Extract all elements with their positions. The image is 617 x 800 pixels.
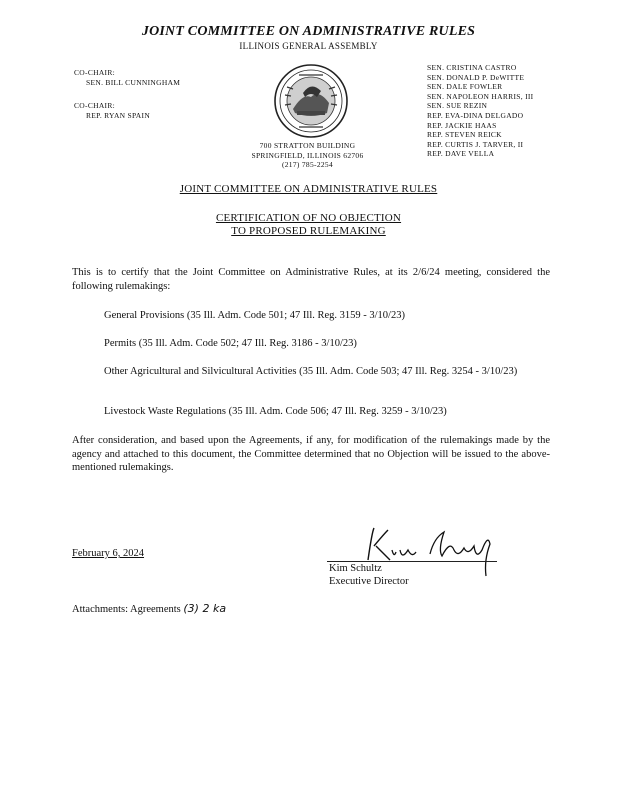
phone-number: (217) 785-2254: [281, 160, 334, 169]
intro-paragraph: This is to certify that the Joint Committee on Administrative Rules, at its 2/6/24 meeting, considered the following rulemakings:: [72, 267, 550, 292]
member-name: SEN. DONALD P. DeWITTE: [427, 72, 525, 82]
member-name: REP. STEVEN REICK: [427, 130, 502, 140]
rulemaking-item: General Provisions (35 Ill. Adm. Code 501; 47 Ill. Reg. 3159 - 3/10/23): [104, 310, 405, 321]
cochair-name-1: SEN. BILL CUNNINGHAM: [86, 78, 181, 87]
certification-title-line-2: TO PROPOSED RULEMAKING: [231, 224, 386, 237]
certification-title-line-1: CERTIFICATION OF NO OBJECTION: [215, 212, 402, 224]
member-name: SEN. CRISTINA CASTRO: [427, 63, 517, 72]
address-line-1: 700 STRATTON BUILDING: [259, 141, 356, 150]
cochair-block-2: [74, 101, 150, 121]
signer-name: Kim Schultz: [329, 563, 382, 574]
member-name: SEN. SUE REZIN: [427, 101, 488, 111]
member-name: REP. JACKIE HAAS: [427, 120, 497, 130]
address-line-2: SPRINGFIELD, ILLINOIS 62706: [251, 150, 364, 160]
committee-members-list: [427, 63, 597, 159]
state-seal-icon: [273, 63, 349, 139]
signer-title: Executive Director: [329, 576, 409, 587]
member-name: SEN. NAPOLEON HARRIS, III: [427, 91, 534, 101]
attachments-label: Attachments: Agreements: [72, 604, 181, 615]
cochair-label: CO-CHAIR:: [74, 68, 116, 77]
letterhead-subtitle: ILLINOIS GENERAL ASSEMBLY: [239, 41, 378, 51]
member-name: REP. DAVE VELLA: [427, 149, 495, 159]
document-date: February 6, 2024: [72, 548, 145, 559]
member-name: REP. CURTIS J. TARVER, II: [427, 139, 524, 149]
signer-block: [329, 562, 409, 588]
cochair-block-1: [74, 68, 180, 88]
letterhead-title: JOINT COMMITTEE ON ADMINISTRATIVE RULES: [141, 24, 476, 39]
document-heading: JOINT COMMITTEE ON ADMINISTRATIVE RULES: [179, 183, 438, 195]
member-name: SEN. DALE FOWLER: [427, 82, 503, 92]
cochair-name-2: REP. RYAN SPAIN: [86, 111, 151, 120]
attachments-line: [72, 602, 226, 615]
member-name: REP. EVA-DINA DELGADO: [427, 110, 524, 120]
attachments-handwritten-note: (3) 2 ka: [183, 602, 227, 615]
conclusion-paragraph: After consideration, and based upon the Agreements, if any, for modification of the rulemakings made by the agency and attached to this document, the Committee determined that no Objection will be issued to the above-mentioned rulemakings.: [72, 435, 550, 473]
address-block: [240, 141, 375, 170]
cochair-label: CO-CHAIR:: [74, 101, 116, 110]
certification-title: [0, 212, 617, 237]
rulemaking-item: Livestock Waste Regulations (35 Ill. Adm. Code 506; 47 Ill. Reg. 3259 - 3/10/23): [104, 406, 447, 417]
rulemaking-item: Permits (35 Ill. Adm. Code 502; 47 Ill. Reg. 3186 - 3/10/23): [104, 338, 357, 349]
rulemaking-item: Other Agricultural and Silvicultural Activities (35 Ill. Adm. Code 503; 47 Ill. Reg. 3254 - 3/10/23): [104, 366, 518, 377]
